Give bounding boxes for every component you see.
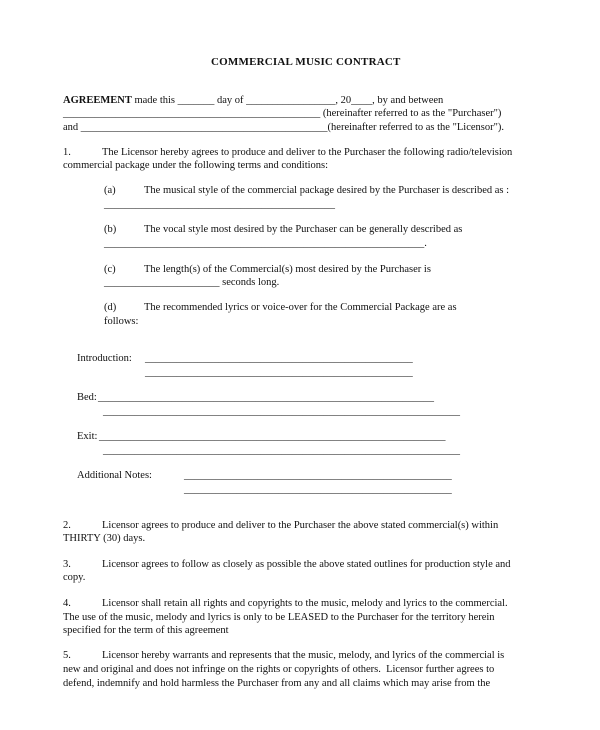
item-b-text: The vocal style most desired by the Purchaser can be generally described as [144,224,463,235]
document-title: COMMERCIAL MUSIC CONTRACT [211,56,401,68]
section-5-line-3: defend, indemnify and hold harmless the Purchaser from any and all claims which may arise from the [63,678,491,689]
section-5-line-1: Licensor hereby warrants and represents that the music, melody, and lyrics of the commercial is [102,650,505,661]
section-4-line-3: specified for the term of this agreement [63,625,229,636]
section-2-line-2: THIRTY (30) days. [63,533,146,544]
item-c-letter: (c) [104,264,116,275]
section-1-line-2: commercial package under the following terms and conditions: [63,160,329,171]
section-4-line-2: The use of the music, melody and lyrics is only to be LEASED to the Purchaser for the territory herein [63,612,495,623]
section-3-line-2: copy. [63,572,86,583]
licensor-line: and _______________________________________________(hereinafter referred to as the "Licensor"). [63,122,505,133]
item-a-blank: ____________________________________________ [104,199,335,210]
item-a-text: The musical style of the commercial package desired by the Purchaser is described as : [144,185,510,196]
item-d-text-2: follows: [104,316,139,327]
section-4-line-1: Licensor shall retain all rights and copyrights to the music, melody and lyrics to the commercial. [102,598,508,609]
agreement-date-text: made this _______ day of _________________, 20____, by and between [131,95,444,106]
introduction-label: Introduction: [77,353,132,364]
agreement-line-1 [63,94,443,107]
item-c-blank: ______________________ seconds long. [104,277,280,288]
section-5-number: 5. [63,650,71,661]
section-2-number: 2. [63,520,71,531]
additional-notes-field-2: ___________________________________________________ [184,484,452,495]
bed-field-2: ____________________________________________________________________ [103,406,460,417]
exit-field-1: __________________________________________________________________ [99,431,446,442]
item-b-blank: _____________________________________________________________. [104,238,427,249]
purchaser-line: _________________________________________________ (hereinafter referred to as the "Purchaser") [63,108,502,119]
additional-notes-field-1: ___________________________________________________ [184,470,452,481]
agreement-label: AGREEMENT [63,95,132,106]
section-1-number: 1. [63,147,71,158]
bed-label: Bed: [77,392,97,403]
introduction-field-1: ___________________________________________________ [145,353,413,364]
section-5-line-2: new and original and does not infringe on the rights or copyrights of others. Licensor further agrees to [63,664,495,675]
section-1-line-1: The Licensor hereby agrees to produce and deliver to the Purchaser the following radio/television [102,147,513,158]
exit-field-2: ____________________________________________________________________ [103,445,460,456]
section-4-number: 4. [63,598,71,609]
introduction-field-2: ___________________________________________________ [145,367,413,378]
item-a-letter: (a) [104,185,116,196]
section-3-number: 3. [63,559,71,570]
bed-field-1: ________________________________________________________________ [98,392,434,403]
section-2-line-1: Licensor agrees to produce and deliver to the Purchaser the above stated commercial(s) within [102,520,499,531]
section-3-line-1: Licensor agrees to follow as closely as possible the above stated outlines for production style and [102,559,511,570]
item-d-text: The recommended lyrics or voice-over for the Commercial Package are as [144,302,457,313]
item-d-letter: (d) [104,302,117,313]
page-bottom-fade [0,718,600,730]
additional-notes-label: Additional Notes: [77,470,152,481]
exit-label: Exit: [77,431,98,442]
item-b-letter: (b) [104,224,117,235]
item-c-text: The length(s) of the Commercial(s) most desired by the Purchaser is [144,264,431,275]
